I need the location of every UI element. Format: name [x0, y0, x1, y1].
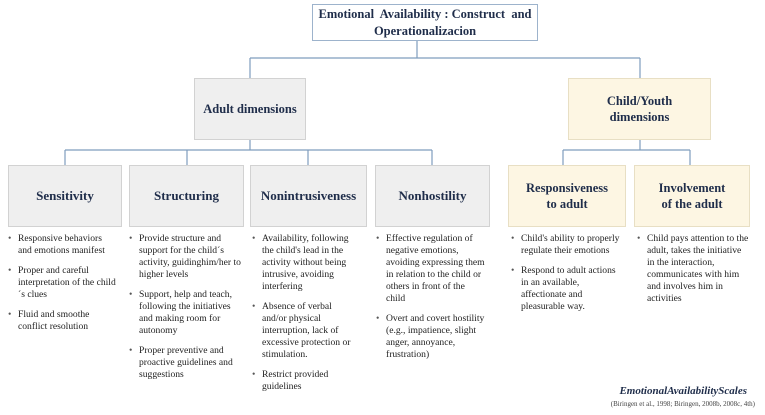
child-dimensions-label-line2: dimensions — [609, 110, 670, 124]
diagram-title — [312, 4, 538, 41]
list-item: • Proper preventive and proactive guidelines and suggestions — [129, 345, 244, 381]
nonintrusiveness-list — [252, 233, 352, 401]
responsiveness-label-line1: Responsiveness — [526, 180, 608, 195]
list-item: • Provide structure and support for the child´s activity, guidinghim/her to higher levels — [129, 233, 244, 281]
structuring-label: Structuring — [154, 187, 219, 203]
adult-dimensions-box — [194, 78, 306, 140]
nonhostility-label: Nonhostility — [398, 187, 467, 203]
scales-title: EmotionalAvailabilityScales — [619, 385, 747, 397]
nonhostility-list — [376, 233, 486, 369]
child-dimensions-label-line1: Child/Youth — [606, 93, 673, 108]
involvement-box — [634, 165, 750, 227]
list-item: • Proper and careful interpretation of the child´s clues — [8, 265, 116, 301]
list-item: • Respond to adult actions in an available, affectionate and pleasurable way. — [511, 265, 621, 313]
structuring-box — [129, 165, 244, 227]
nonintrusiveness-box — [250, 165, 367, 227]
list-item: • Absence of verbal and/or physical interruption, lack of excessive protection or stimulation. — [252, 301, 352, 361]
nonintrusiveness-label: Nonintrusiveness — [260, 187, 357, 203]
list-item: • Overt and covert hostility (e.g., impatience, slight anger, annoyance, frustration) — [376, 313, 486, 361]
structuring-list — [129, 233, 244, 389]
list-item: • Support, help and teach, following the initiatives and making room for autonomy — [129, 289, 244, 337]
sensitivity-label: Sensitivity — [36, 187, 94, 203]
responsiveness-list — [511, 233, 621, 321]
list-item: • Availability, following the child's lead in the activity without being intrusive, avoiding interfering — [252, 233, 352, 293]
scales-citation: (Biringen et al., 1998; Biringen, 2008b, 2008c, 4th) — [610, 400, 755, 408]
adult-dimensions-label: Adult dimensions — [203, 101, 297, 116]
involvement-list — [637, 233, 749, 313]
list-item: • Fluid and smoothe conflict resolution — [8, 309, 116, 333]
list-item: • Effective regulation of negative emotions, avoiding expressing them in relation to the child or others in front of the child — [376, 233, 486, 305]
involvement-label-line1: Involvement — [658, 180, 726, 195]
child-dimensions-box — [568, 78, 711, 140]
diagram-title-line1: Emotional Availability : Construct and — [318, 7, 532, 22]
sensitivity-list — [8, 233, 116, 341]
list-item: • Restrict provided guidelines — [252, 369, 352, 393]
list-item: • Child's ability to properly regulate their emotions — [511, 233, 621, 257]
sensitivity-box — [8, 165, 122, 227]
diagram-title-line2: Operationalizacion — [373, 23, 477, 38]
nonhostility-box — [375, 165, 490, 227]
list-item: • Responsive behaviors and emotions manifest — [8, 233, 116, 257]
responsiveness-label-line2: to adult — [546, 197, 588, 211]
involvement-label-line2: of the adult — [661, 197, 723, 211]
list-item: • Child pays attention to the adult, takes the initiative in the interaction, communicates with him and involves him in activities — [637, 233, 749, 305]
responsiveness-box — [508, 165, 626, 227]
